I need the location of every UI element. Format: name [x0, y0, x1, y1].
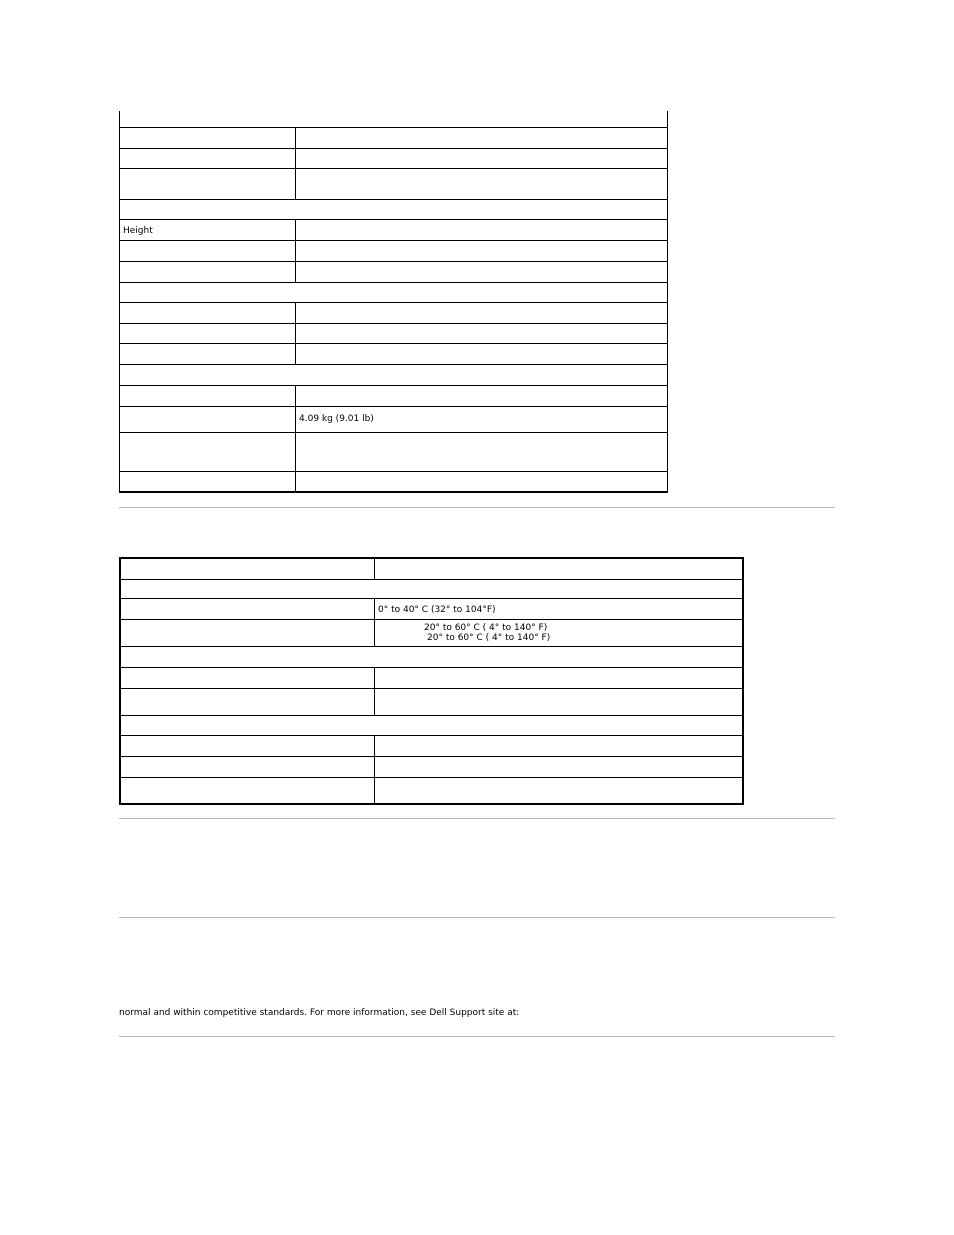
table-cell — [119, 777, 375, 805]
table-section-row — [119, 199, 668, 220]
table-cell — [119, 148, 296, 169]
support-notice-text: normal and within competitive standards. For more information, see Dell Support site at: — [119, 1008, 520, 1018]
table-cell — [119, 406, 296, 433]
storage-temperature-line-1: 20° to 60° C ( 4° to 140° F) — [424, 623, 548, 633]
table-section-row — [119, 715, 744, 736]
table-cell — [374, 688, 744, 716]
table-cell — [119, 557, 375, 580]
table-cell — [295, 148, 668, 169]
table-cell — [374, 756, 744, 778]
table-cell — [119, 240, 296, 262]
table-cell — [119, 323, 296, 344]
table-cell — [119, 735, 375, 757]
table-section-row — [119, 646, 744, 668]
table-section-row — [119, 364, 668, 386]
table-cell — [119, 688, 375, 716]
height-label: Height — [123, 226, 153, 236]
table-section-row — [119, 579, 744, 599]
table-row — [119, 111, 668, 128]
table-cell — [119, 756, 375, 778]
table-cell — [374, 735, 744, 757]
table-cell — [374, 667, 744, 689]
table-cell — [374, 557, 744, 580]
table-cell — [295, 261, 668, 283]
operating-temperature-value: 0° to 40° C (32° to 104°F) — [378, 605, 496, 615]
table-cell — [295, 385, 668, 407]
table-cell — [119, 667, 375, 689]
table-cell — [295, 219, 668, 241]
table-cell — [119, 432, 296, 472]
table-cell — [295, 343, 668, 365]
horizontal-divider — [119, 507, 835, 508]
horizontal-divider — [119, 1036, 835, 1037]
weight-value: 4.09 kg (9.01 lb) — [299, 414, 374, 424]
table-section-row — [119, 282, 668, 303]
table-cell — [119, 598, 375, 620]
table-cell — [295, 127, 668, 149]
table-cell — [119, 168, 296, 200]
table-cell — [295, 323, 668, 344]
table-cell — [119, 471, 296, 493]
table-cell — [295, 240, 668, 262]
table-cell — [374, 777, 744, 805]
horizontal-divider — [119, 917, 835, 918]
table-cell — [295, 168, 668, 200]
table-cell — [119, 261, 296, 283]
table-cell — [295, 471, 668, 493]
table-cell — [295, 302, 668, 324]
table-cell — [119, 343, 296, 365]
horizontal-divider — [119, 818, 835, 819]
table-cell — [119, 302, 296, 324]
table-cell — [119, 127, 296, 149]
storage-temperature-line-2: 20° to 60° C ( 4° to 140° F) — [427, 633, 551, 643]
table-cell — [295, 432, 668, 472]
table-cell — [119, 385, 296, 407]
table-cell — [119, 619, 375, 647]
